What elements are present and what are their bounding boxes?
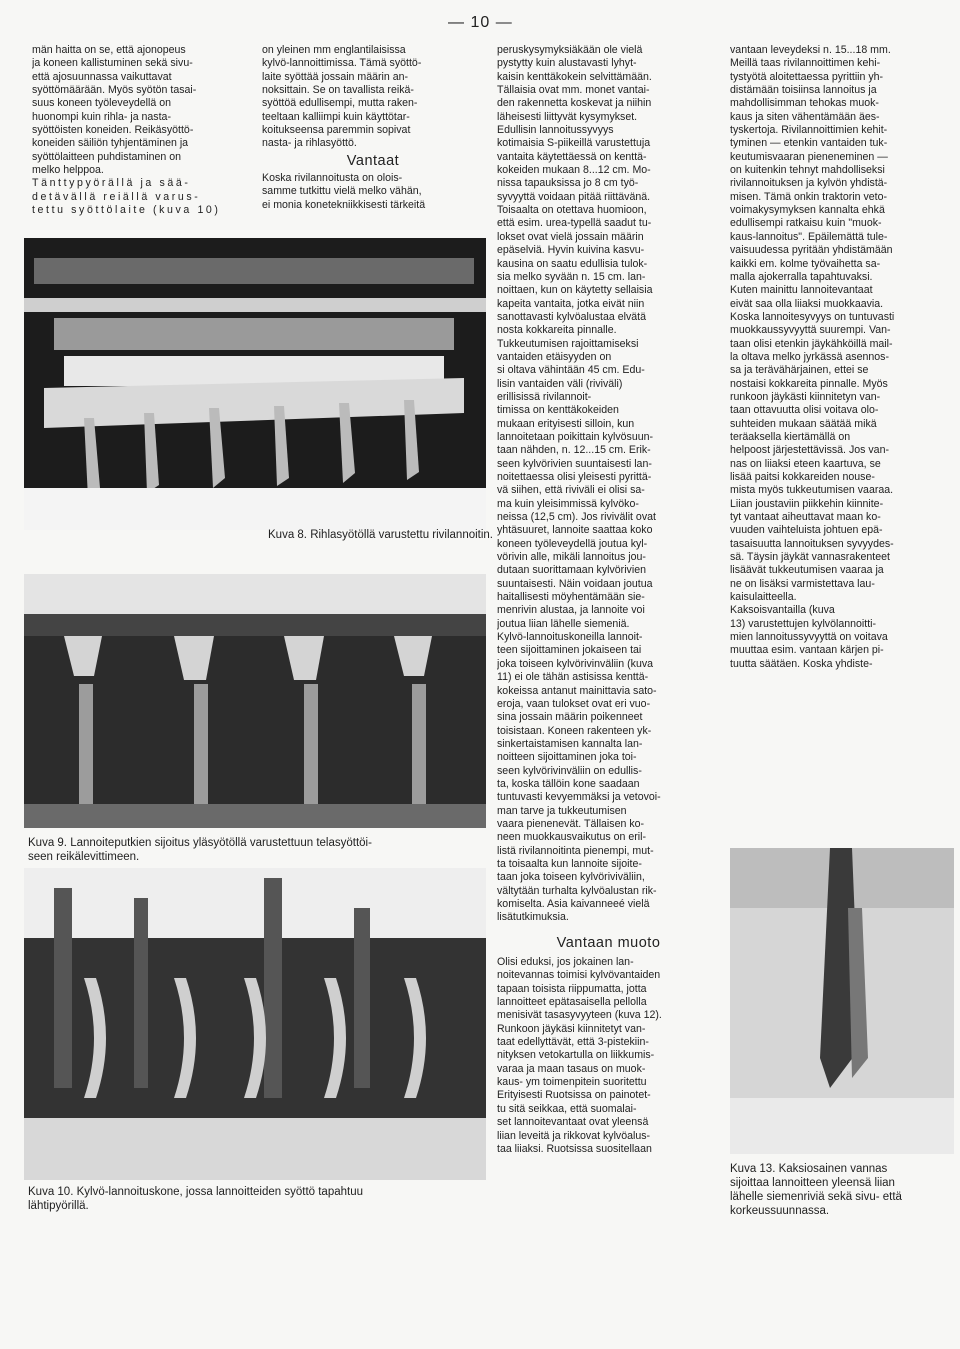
text-line: vä siihen, että riviväli ei olisi sa-: [497, 484, 645, 497]
text-line: si oltava vähintään 45 cm. Edu-: [497, 364, 645, 377]
text-line: ta toisaalta kun lannoite sijoite-: [497, 857, 642, 870]
text-line: eivät saa olla liiaksi muokkaavia.: [730, 297, 884, 310]
text-line: laite syöttää jossain määrin an-: [262, 70, 409, 83]
text-line: helpoost järjestettävissä. Jos van-: [730, 444, 889, 457]
text-line: Liian joustaviin piikkehin kiinnite-: [730, 497, 884, 510]
caption-kuva-8: Kuva 8. Rihlasyötöllä varustettu rivilannoitin.: [268, 529, 494, 541]
text-line: läheisesti liittyvät kysymykset.: [497, 110, 638, 123]
caption-kuva-10-line1: Kuva 10. Kylvö-lannoituskone, jossa lannoitteiden syöttö tapahtuu: [28, 1186, 363, 1198]
text-line: neen muokkausvaikutus on eril-: [497, 831, 646, 844]
text-line: kaisulaitteella.: [730, 591, 797, 604]
text-line: sinkertaistamisen kannalta lan-: [497, 737, 643, 750]
text-line: kaus ja siten vähentämään äes-: [730, 110, 880, 123]
text-line: la oltava melko jyrkässä asennos-: [730, 350, 889, 363]
text-line: detävällä reiällä varus-: [32, 190, 201, 203]
text-line: komiselta. Asia kaivanneeé vielä: [497, 898, 650, 910]
text-line: vantaan leveydeksi n. 15...18 mm.: [730, 44, 891, 56]
text-line: keutumisvaaran pieneneminen —: [730, 150, 888, 163]
section-heading-vantaan-muoto: Vantaan muoto: [556, 934, 661, 951]
text-line: Toisaalta on otettava huomioon,: [497, 204, 647, 217]
text-line: mista myös tukkeutumisen vaaraa.: [730, 484, 894, 497]
text-line: kapeita vantaita, jotka eivät niin: [497, 297, 645, 310]
text-line: peruskysymyksiäkään ole vielä: [497, 44, 643, 56]
text-line: noitettaessa olisi yleisesti pyrittä-: [497, 471, 652, 483]
column-c: [497, 44, 720, 1156]
text-line: mukaan erityisesti silloin, kun: [497, 417, 635, 430]
text-line: on yleinen mm englantilaisissa: [262, 44, 406, 56]
text-line: Kaksoisvantailla (kuva: [730, 604, 835, 617]
text-line: vältytään turhalta kylvöalustan rik-: [497, 884, 657, 897]
text-line: noitevannas toimisi kylvövantaiden: [497, 969, 661, 982]
text-line: tapaan toisista riippumatta, jotta: [497, 982, 647, 995]
text-line: samme tutkittu vielä melko vähän,: [262, 185, 422, 198]
text-line: Koska lannoitesyvyys on tuntuvasti: [730, 310, 895, 323]
text-line: suus koneen työleveydellä on: [32, 97, 171, 110]
text-line: seen kylvörivinväliin on edullis-: [497, 764, 642, 777]
text-line: syöttömäärään. Myös syötön tasai-: [32, 84, 197, 97]
text-line: teräaksella kiertämällä on: [730, 430, 851, 443]
text-line: vantaiden etäisyyden on: [497, 350, 612, 363]
text-line: malla ajokerralla tapahtuvaksi.: [730, 270, 873, 283]
text-line: lannoitetaan poikittain kylvösuun-: [497, 430, 654, 443]
text-line: kaikki em. kolme työvaihetta sa-: [730, 257, 881, 270]
text-line: sanottavasti kylvöalustaa elvätä: [497, 310, 646, 323]
text-line: kokeissa antanut mainittavia sato-: [497, 684, 657, 697]
text-line: Tänttypyörällä ja sää-: [32, 177, 191, 190]
text-line: taat edellyttävät, että 3-pistekiin-: [497, 1036, 649, 1049]
text-line: koneen työleveydellä joutua kyl-: [497, 537, 648, 550]
text-line: huonompi kuin rihla- ja nasta-: [32, 110, 171, 123]
vannas-illustration-13: [730, 848, 954, 1154]
text-line: rivilannoituksen ja kylvön yhdistä-: [730, 177, 888, 190]
machine-illustration-8: [24, 238, 486, 530]
text-line: vörivin alle, mikäli lannoitus jou-: [497, 551, 646, 564]
text-line: yhtäsuuret, lannoite saattaa koko: [497, 524, 653, 537]
text-line: ei monia konetekniikkisesti tärkeitä: [262, 198, 426, 211]
text-line: kaisin kenttäkokein selvittämään.: [497, 70, 652, 83]
text-line: pystytty kuin alustavasti lyhyt-: [497, 57, 637, 70]
caption-kuva-13-line3: lähelle siemenriviä sekä sivu- että: [730, 1191, 902, 1203]
text-line: lisätutkimuksia.: [497, 911, 569, 924]
text-line: distämään toisiinsa lannoitus ja: [730, 84, 877, 97]
page-number: — 10 —: [448, 14, 513, 31]
text-line: kaus- ym toimenpitein suoritettu: [497, 1076, 647, 1089]
text-line: edullisempi ratkaisu kuin "muok-: [730, 217, 882, 230]
text-line: lisäävät tukkeutumisen vaaraa ja: [730, 564, 884, 577]
text-line: Tällaisia ovat mm. monet vantai-: [497, 84, 650, 97]
column-d: [730, 44, 952, 671]
machine-illustration-10: [24, 868, 486, 1180]
text-line: taa liiaksi. Ruotsissa suositellaan: [497, 1142, 652, 1155]
text-line: muuttaa esim. vantaan kärjen pi-: [730, 644, 884, 657]
text-line: 13) varustettujen kylvölannoitti-: [730, 617, 877, 630]
text-line: Olisi eduksi, jos jokainen lan-: [497, 956, 634, 969]
text-line: Runkoon jäykäsi kiinnitetyt van-: [497, 1022, 646, 1035]
text-line: ma kuin yleisimmissä kylvöko-: [497, 497, 639, 510]
caption-kuva-13-line4: korkeussuunnassa.: [730, 1205, 830, 1217]
text-line: voimakysymyksen kannalta ehkä: [730, 204, 885, 217]
text-line: menrivin alustaa, ja lannoite voi: [497, 604, 645, 617]
caption-kuva-13-line2: sijoittaa lannoitteen yleensä liian: [730, 1177, 895, 1189]
text-line: tyminen — etenkin vantaiden tuk-: [730, 137, 888, 150]
photo-kuva-13: [730, 848, 954, 1154]
caption-kuva-13-line1: Kuva 13. Kaksiosainen vannas: [730, 1163, 888, 1175]
text-line: syöttölaitteen puhdistaminen on: [32, 150, 182, 163]
text-line: kausina on saatu edullisia tulok-: [497, 257, 648, 270]
text-line: tuutta säätäen. Koska yhdiste-: [730, 657, 873, 670]
text-line: ta, koska tällöin kone saadaan: [497, 777, 640, 790]
text-line: vaisuudessa pyritään yhdistämään: [730, 244, 893, 257]
text-line: listä rivilannoitinta pienempi, mut-: [497, 844, 654, 857]
text-line: nityksen vetokartulla on liikkumis-: [497, 1049, 655, 1062]
text-line: kylvö-lannoittimissa. Tämä syöttö-: [262, 57, 422, 70]
text-line: tettu syöttölaite (kuva 10): [32, 204, 221, 217]
text-line: nosta kokkareita pinnalle.: [497, 324, 617, 337]
text-line: joutua liian lähelle siemeniä.: [497, 617, 630, 630]
text-line: kokeiden mukaan 8...12 cm. Mo-: [497, 164, 651, 177]
text-line: mahdollisimman tehokas muok-: [730, 97, 879, 110]
text-line: syöttöisten koneiden. Reikäsyöttö-: [32, 124, 194, 137]
text-line: Edullisin lannoitussyvyys: [497, 124, 614, 137]
text-line: 11) ei ole tähän astisissa kenttä-: [497, 671, 649, 684]
text-line: misen. Tämä onkin traktorin veto-: [730, 190, 888, 203]
text-line: noksittain. Se on tavallista reikä-: [262, 84, 414, 97]
text-line: taan nähden, n. 12...15 cm. Erik-: [497, 444, 651, 457]
text-line: Erityisesti Ruotsissa on painotet-: [497, 1089, 651, 1102]
text-line: seen kylvörivien suuntaisesti lan-: [497, 457, 652, 470]
text-line: taan ottavuutta olisi voitava olo-: [730, 404, 879, 417]
text-line: tystyötä aloitettaessa pyrittiin yh-: [730, 70, 884, 83]
column-b: [262, 44, 484, 212]
text-line: liian leveitä ja rikkovat kylvöalus-: [497, 1129, 651, 1142]
text-line: tyt vantaat aiheuttavat maan ko-: [730, 511, 881, 524]
machine-illustration-9: [24, 574, 486, 828]
photo-kuva-8: [24, 238, 486, 530]
text-line: suhteiden mukaan säätää mikä: [730, 417, 877, 430]
text-line: Kuten mainittu lannoitevantaat: [730, 284, 873, 297]
text-line: haitallisesti möyhentämään sie-: [497, 591, 645, 604]
text-line: vuuden vaihteluista johtuen epä-: [730, 524, 883, 537]
text-line: sa ja terävähärjainen, ettei se: [730, 364, 869, 377]
text-line: den rakennetta koskevat ja niihin: [497, 97, 652, 110]
text-line: set lannoitevantaat ovat yleensä: [497, 1116, 649, 1129]
text-line: Meillä taas rivilannoittimen kehi-: [730, 57, 881, 70]
text-line: koitukseensa paremmin sopivat: [262, 124, 411, 137]
text-line: kotimaisia S-piikeillä varustettuja: [497, 137, 651, 150]
caption-kuva-9-line2: seen reikälevittimeen.: [28, 851, 140, 863]
text-line: man tarve ja tukkeutumisen: [497, 804, 627, 817]
text-line: joka toiseen kylvörivinväliin (kuva: [497, 657, 654, 670]
photo-kuva-10: [24, 868, 486, 1180]
text-line: nas on liiaksi eteen kaartuva, se: [730, 457, 881, 470]
text-line: kaus-lannoitus". Epäilemättä tule-: [730, 230, 888, 243]
text-line: lokset ovat vielä jossain määrin: [497, 230, 644, 243]
text-line: noittaen, kun on käytetty sellaisia: [497, 284, 653, 297]
text-line: nissa tapauksissa jo 8 cm työ-: [497, 177, 639, 190]
text-line: nostaisi kokkareita pinnalle. Myös: [730, 377, 888, 390]
caption-kuva-10-line2: lähtipyörillä.: [28, 1200, 89, 1212]
text-line: Koska rivilannoitusta on olois-: [262, 172, 403, 185]
text-line: nasta- ja rihlasyöttö.: [262, 137, 357, 150]
text-line: teen sijoittaminen jokaiseen tai: [497, 644, 642, 657]
text-line: sä. Täysin jäykät vannasrakenteet: [730, 551, 890, 564]
text-line: noitteen sijoittaminen joka toi-: [497, 751, 637, 764]
text-line: runkoon jäykästi kiinnitetyn van-: [730, 390, 881, 403]
text-line: sina jossain määrin poikenneet: [497, 711, 643, 724]
text-line: taan olisi etenkin jäykähköillä mail-: [730, 337, 893, 350]
text-line: mien lannoitussyvyyttä on voitava: [730, 631, 888, 644]
text-line: toisistaan. Koneen rakenteen yk-: [497, 724, 652, 737]
text-line: vaara pienenevät. Tällaisen ko-: [497, 817, 645, 830]
caption-kuva-9-line1: Kuva 9. Lannoiteputkien sijoitus yläsyötöllä varustettuun telasyöttöi-: [28, 837, 372, 849]
text-line: tasaisuutta lannoituksen syvyydes-: [730, 537, 894, 550]
photo-kuva-9: [24, 574, 486, 828]
text-line: timissa on kenttäkokeiden: [497, 404, 619, 417]
text-line: muokkaussyvyyttä suurempi. Van-: [730, 324, 891, 337]
text-line: melko helppoa.: [32, 164, 104, 177]
text-line: Kylvö-lannoituskoneilla lannoit-: [497, 631, 643, 644]
text-line: ja koneen kallistuminen sekä sivu-: [32, 57, 193, 70]
text-line: neissa (12,5 cm). Jos rivivälit ovat: [497, 511, 656, 524]
text-line: sia melko syvään n. 15 cm. lan-: [497, 270, 646, 283]
text-line: lannoitteet epätasaisella pellolla: [497, 996, 647, 1009]
text-line: lisin vantaiden väli (riviväli): [497, 377, 623, 390]
text-line: varaa ja maan tasaus on muok-: [497, 1062, 646, 1075]
text-line: vantaita käytettäessä on kenttä-: [497, 150, 647, 163]
text-line: suuntaisesti. Näin voidaan joutua: [497, 577, 653, 590]
text-line: eroja, vaan tulokset ovat eri vuo-: [497, 697, 651, 710]
text-line: että ajosuunnassa vaikuttavat: [32, 70, 172, 83]
text-line: epäselviä. Hyvin kuivina kasvu-: [497, 244, 645, 257]
text-line: syöttöä edullisempi, mutta raken-: [262, 97, 418, 110]
text-line: on kuitenkin tehnyt mahdolliseksi: [730, 164, 885, 177]
text-line: koneiden säiliön tyhjentäminen ja: [32, 137, 189, 150]
text-line: tuntuvasti kevyemmäksi ja vetovoi-: [497, 791, 661, 804]
text-line: dutaan suorittamaan kylvörivien: [497, 564, 646, 577]
text-line: lisää paitsi kokkareiden nouse-: [730, 471, 875, 483]
text-line: tyskertoja. Rivilannoittimien kehit-: [730, 124, 888, 137]
text-line: syvyyttä voidaan pitää riittävänä.: [497, 190, 651, 203]
text-line: män haitta on se, että ajonopeus: [32, 44, 186, 56]
text-line: erillisissä rivilannoit-: [497, 390, 592, 403]
text-line: teeltaan kalliimpi kuin käyttötar-: [262, 110, 410, 123]
section-heading-vantaat: Vantaat: [346, 152, 400, 169]
text-line: Tukkeutumisen rajoittamiseksi: [497, 337, 639, 350]
column-a: [32, 44, 250, 217]
text-line: menisivät tasasyvyyteen (kuva 12).: [497, 1009, 662, 1022]
text-line: että esim. urea-typellä saadut tu-: [497, 217, 652, 230]
text-line: taan joka toiseen kylvöriviväliin,: [497, 871, 645, 884]
text-line: ne on lisäksi varmistettava lau-: [730, 577, 875, 590]
text-line: tu sitä seikkaa, että suomalai-: [497, 1102, 637, 1115]
